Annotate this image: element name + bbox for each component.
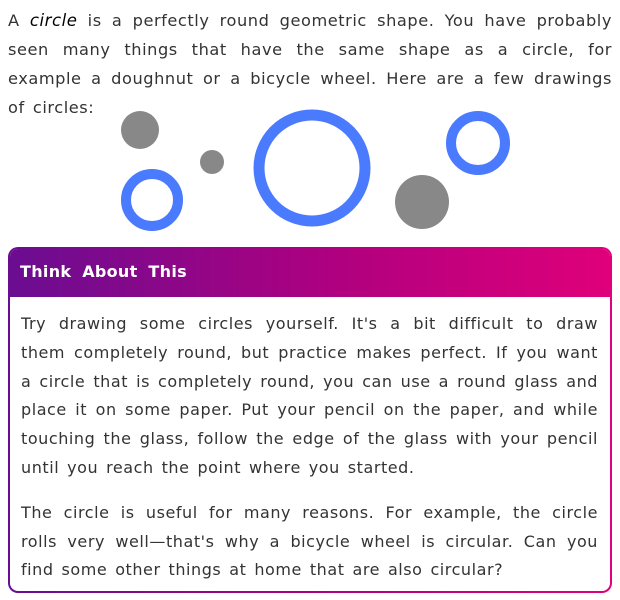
gray-disc-2	[200, 150, 224, 174]
blue-ring-1	[126, 174, 178, 226]
think-box-header	[10, 249, 610, 297]
think-box-paragraph-2: The circle is useful for many reasons. For example, the circle rolls very well—that's why a bicycle wheel is circular. Can you find some other things at home that are also circular?	[21, 502, 598, 580]
intro-text: is a perfectly round geometric shape. You have probably seen many things that have the same shape as a circle, for example a doughnut or a bicycle wheel. Here are a few drawings of circles:	[8, 11, 612, 117]
think-box-paragraph-1: Try drawing some circles yourself. It's a bit difficult to draw them completely round, but practice makes perfect. If you want a circle that is completely round, you can use a round glass and place it on some paper. Put your pencil on the paper, and while touching the glass, follow the edge of the glass with your pencil until you reach the point where you started.	[21, 314, 598, 477]
blue-ring-2	[259, 115, 365, 221]
gray-disc-3	[395, 175, 449, 229]
think-box-content	[10, 249, 610, 591]
gray-disc-1	[121, 111, 159, 149]
circles-illustration	[0, 0, 620, 240]
circle-term: circle	[29, 11, 78, 30]
think-box-body	[21, 310, 598, 591]
think-about-this-box	[8, 247, 612, 593]
intro-prefix: A	[8, 11, 30, 30]
think-box-title: Think About This	[20, 262, 187, 281]
blue-ring-3	[451, 116, 505, 170]
